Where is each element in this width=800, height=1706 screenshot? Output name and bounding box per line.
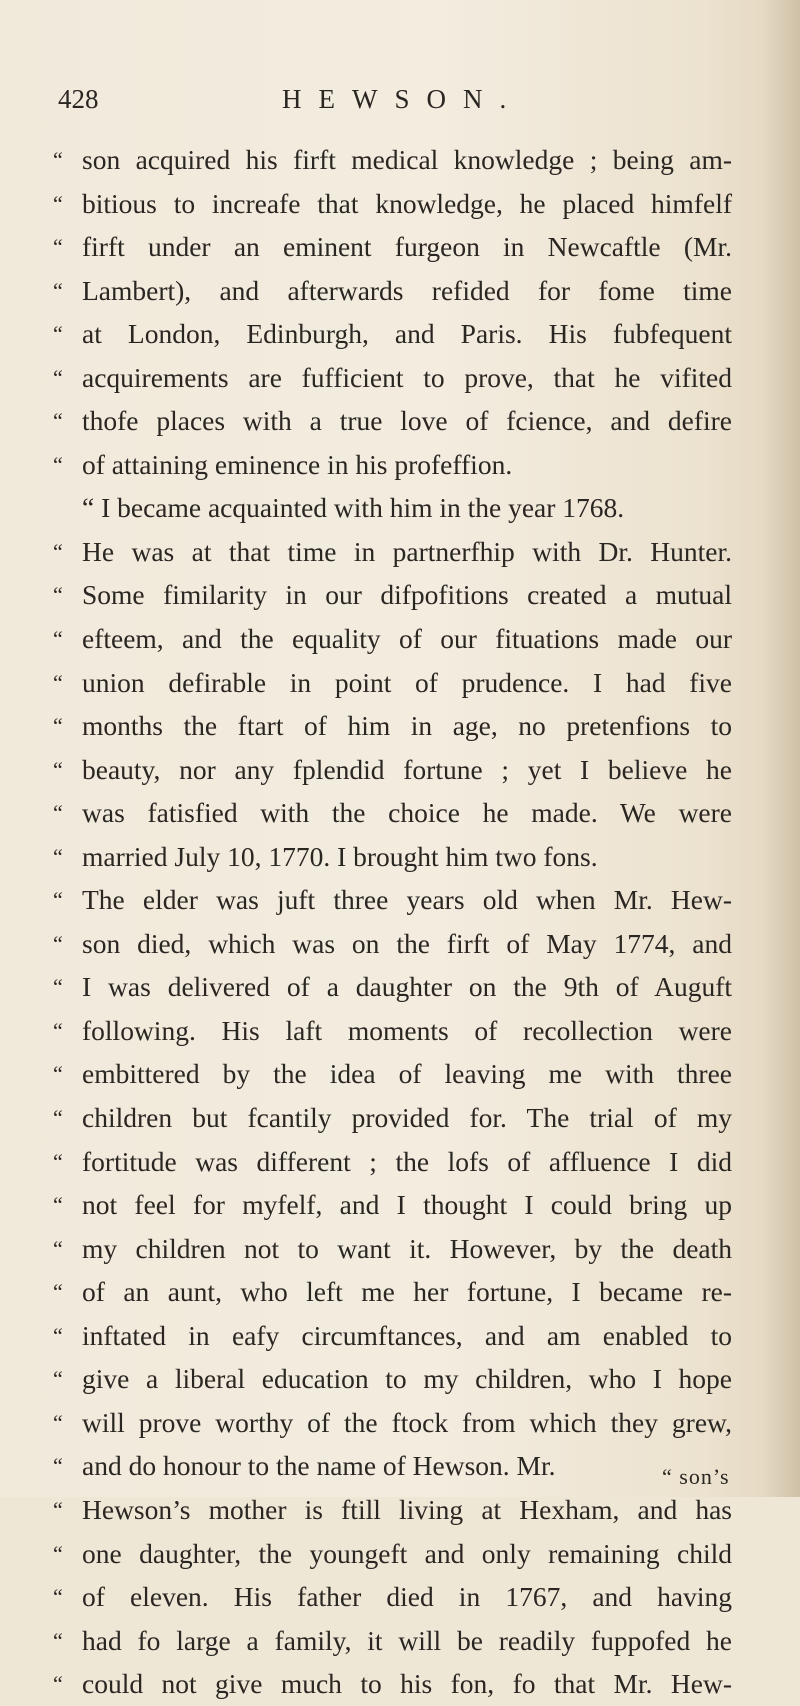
line-text: Lambert), and afterwards refided for fome time	[82, 274, 732, 306]
line-text: months the ftart of him in age, no pretenfions to	[82, 710, 732, 742]
line-text: married July 10, 1770. I brought him two fons.	[82, 840, 598, 872]
quote-mark: “	[53, 1453, 63, 1479]
quote-mark: “	[53, 1540, 63, 1566]
text-line	[53, 530, 732, 574]
text-line	[82, 486, 732, 530]
text-line	[53, 617, 732, 661]
line-text: I was delivered of a daughter on the 9th of Auguft	[82, 971, 732, 1003]
quote-mark: “	[53, 1279, 63, 1305]
quote-mark: “	[53, 974, 63, 1000]
line-text: “ I became acquainted with him in the year 1768.	[82, 492, 625, 524]
line-text: at London, Edinburgh, and Paris. His fubfequent	[82, 318, 732, 350]
line-text: thofe places with a true love of fcience, and defire	[82, 405, 732, 437]
quote-mark: “	[53, 364, 63, 390]
text-line	[53, 1096, 732, 1140]
text-line	[53, 225, 732, 269]
running-head	[58, 84, 718, 124]
line-text: will prove worthy of the ftock from which they grew,	[82, 1406, 732, 1438]
text-line	[53, 1140, 732, 1184]
quote-mark: “	[53, 930, 63, 956]
quote-mark: “	[53, 538, 63, 564]
text-line	[53, 1357, 732, 1401]
page-number: 428	[58, 84, 99, 114]
line-text: could not give much to his fon, fo that Mr. Hew-	[82, 1668, 732, 1700]
text-line	[53, 1270, 732, 1314]
line-text: and do honour to the name of Hewson. Mr.	[82, 1450, 556, 1482]
quote-mark: “	[53, 1105, 63, 1131]
line-text: of eleven. His father died in 1767, and having	[82, 1581, 732, 1613]
line-text: following. His laft moments of recollection were	[82, 1014, 732, 1046]
quote-mark: “	[53, 1192, 63, 1218]
line-text: union defirable in point of prudence. I had five	[82, 666, 732, 698]
line-text: of attaining eminence in his profeffion.	[82, 448, 513, 480]
line-text: bitious to increafe that knowledge, he placed himfelf	[82, 187, 732, 219]
quote-mark: “	[53, 843, 63, 869]
text-line	[53, 573, 732, 617]
text-line	[53, 748, 732, 792]
running-title: HEWSON.	[282, 84, 524, 114]
text-line	[53, 1575, 732, 1619]
text-line	[53, 1401, 732, 1445]
line-text: acquirements are fufficient to prove, that he vifited	[82, 361, 732, 393]
text-line	[53, 399, 732, 443]
line-text: embittered by the idea of leaving me with three	[82, 1058, 732, 1090]
line-text: son acquired his firft medical knowledge ; being am-	[82, 144, 732, 175]
line-text: He was at that time in partnerfhip with Dr. Hunter.	[82, 535, 732, 567]
quote-mark: “	[53, 1148, 63, 1174]
line-text: Some fimilarity in our difpofitions created a mutual	[82, 579, 732, 611]
text-line	[53, 138, 732, 182]
line-text: inftated in eafy circumftances, and am enabled to	[82, 1319, 732, 1351]
text-line	[53, 878, 732, 922]
text-line	[53, 1183, 732, 1227]
quote-mark: “	[53, 1017, 63, 1043]
text-line	[53, 443, 732, 487]
line-text: one daughter, the youngeft and only remaining child	[82, 1537, 732, 1569]
text-line	[53, 661, 732, 705]
line-text: children but fcantily provided for. The trial of my	[82, 1102, 732, 1134]
text-line	[53, 1619, 732, 1663]
quote-mark: “	[53, 582, 63, 608]
quote-mark: “	[53, 713, 63, 739]
text-line	[53, 922, 732, 966]
text-line	[53, 269, 732, 313]
quote-mark: “	[53, 626, 63, 652]
line-text: fortitude was different ; the lofs of affluence I did	[82, 1145, 732, 1177]
text-line	[53, 965, 732, 1009]
quote-mark: “	[53, 1366, 63, 1392]
text-line	[53, 1227, 732, 1271]
line-text: my children not to want it. However, by the death	[82, 1232, 732, 1264]
quote-mark: “	[53, 669, 63, 695]
text-line	[53, 1532, 732, 1576]
quote-mark: “	[53, 756, 63, 782]
line-text: son died, which was on the firft of May 1774, and	[82, 927, 732, 959]
quote-mark: “	[53, 234, 63, 260]
quote-mark: “	[53, 1671, 63, 1697]
text-line	[53, 1662, 732, 1706]
line-text: firft under an eminent furgeon in Newcaftle (Mr.	[82, 231, 732, 263]
quote-mark: “	[53, 1584, 63, 1610]
text-line	[53, 1009, 732, 1053]
line-text: The elder was juft three years old when Mr. Hew-	[82, 884, 732, 916]
quote-mark: “	[53, 147, 63, 172]
quote-mark: “	[53, 1409, 63, 1435]
line-text: Hewson’s mother is ftill living at Hexham, and has	[82, 1493, 732, 1525]
text-line	[53, 835, 732, 879]
text-line	[53, 182, 732, 226]
body-text	[53, 138, 732, 1706]
quote-mark: “	[53, 408, 63, 434]
page-edge-shadow	[762, 0, 800, 1497]
catchword: “ son’s	[662, 1464, 730, 1489]
text-line	[53, 1444, 732, 1488]
text-line	[53, 1052, 732, 1096]
quote-mark: “	[53, 1322, 63, 1348]
text-line	[53, 1488, 732, 1532]
text-line	[53, 312, 732, 356]
line-text: beauty, nor any fplendid fortune ; yet I believe he	[82, 753, 732, 785]
text-line	[53, 704, 732, 748]
quote-mark: “	[53, 1061, 63, 1087]
quote-mark: “	[53, 800, 63, 826]
quote-mark: “	[53, 887, 63, 913]
quote-mark: “	[53, 451, 63, 477]
quote-mark: “	[53, 1627, 63, 1653]
quote-mark: “	[53, 1496, 63, 1522]
text-line	[53, 1314, 732, 1358]
quote-mark: “	[53, 277, 63, 303]
line-text: had fo large a family, it will be readily fuppofed he	[82, 1624, 732, 1656]
quote-mark: “	[53, 190, 63, 216]
line-text: not feel for myfelf, and I thought I could bring up	[82, 1189, 732, 1221]
text-line	[53, 791, 732, 835]
quote-mark: “	[53, 1235, 63, 1261]
line-text: give a liberal education to my children, who I hope	[82, 1363, 732, 1395]
quote-mark: “	[53, 321, 63, 347]
text-line	[53, 356, 732, 400]
line-text: was fatisfied with the choice he made. We were	[82, 797, 732, 829]
line-text: efteem, and the equality of our fituations made our	[82, 623, 732, 655]
line-text: of an aunt, who left me her fortune, I became re-	[82, 1276, 732, 1308]
